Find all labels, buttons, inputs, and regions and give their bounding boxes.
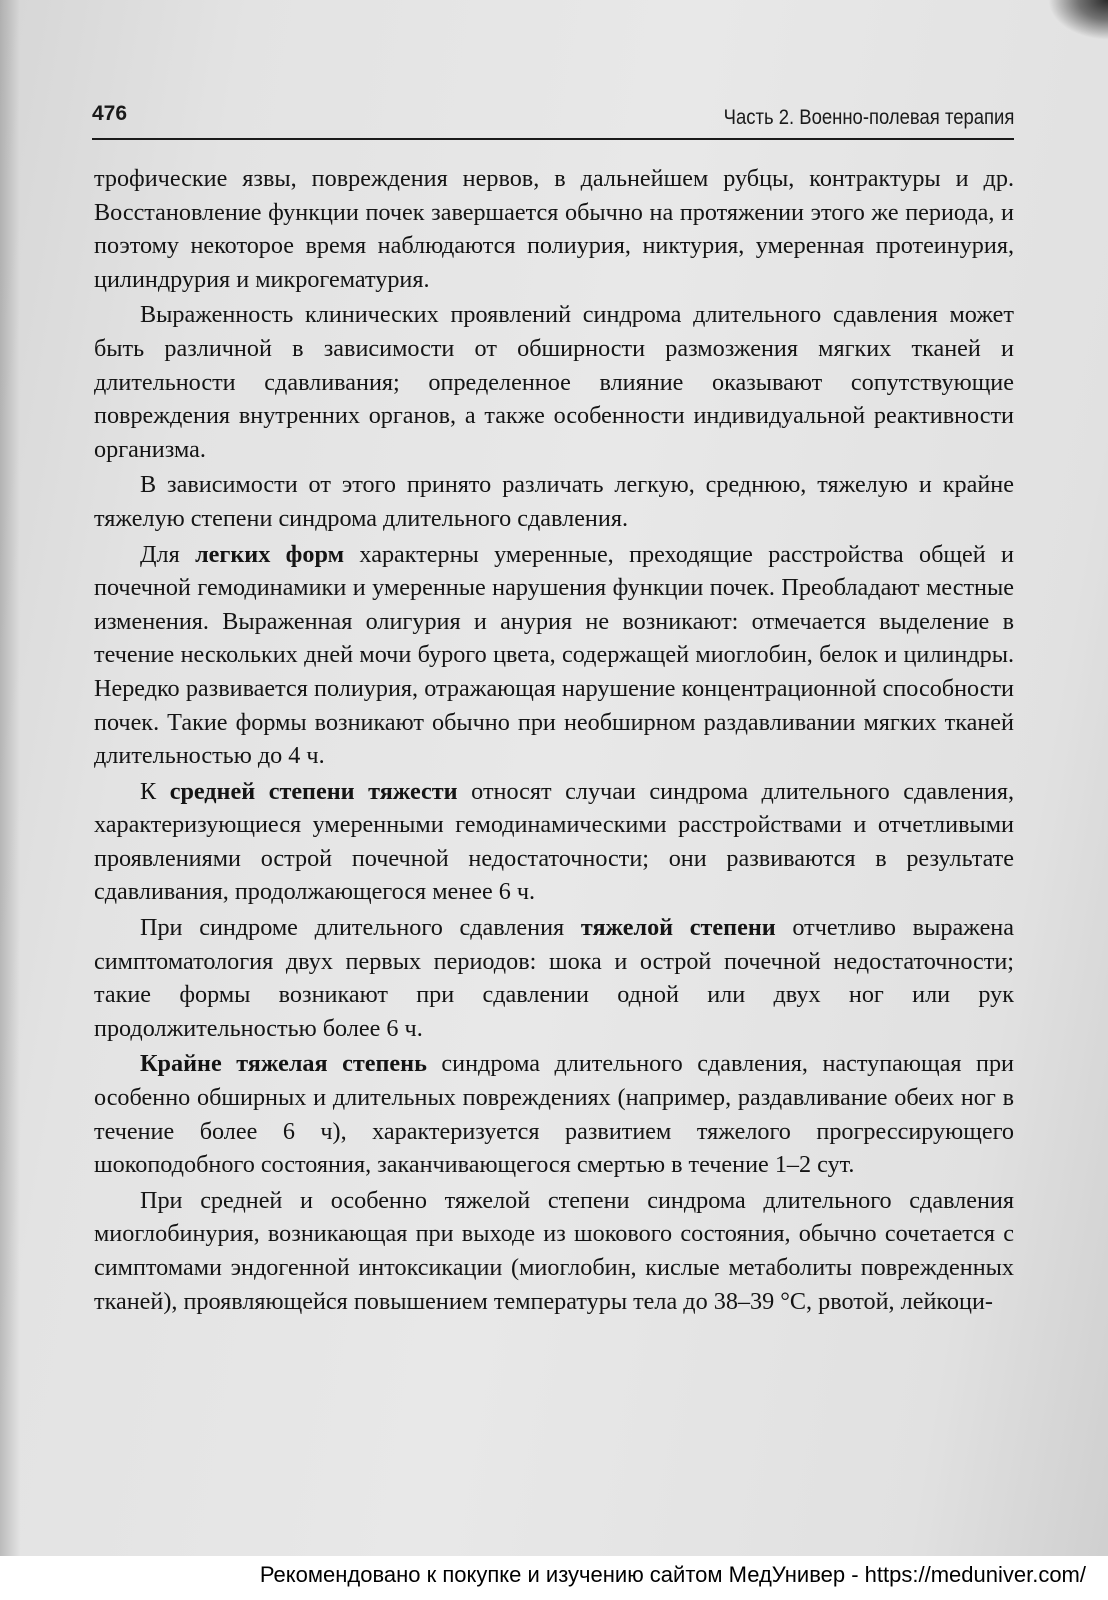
footer-link[interactable]: Рекомендовано к покупке и изучению сайтом МедУнивер - https://meduniver.com/ [259, 1562, 1086, 1587]
bold-term: тяжелой степени [580, 914, 776, 942]
paragraph: Выраженность клинических проявлений синдрома длительного сдавления может быть различной в зависимости от обширности размозжения мягких тканей и длительности сдавливания; определенное влияние оказывают сопутствующие повреждения внутренних органов, а также особенности индивидуальной реактивности организма. [94, 301, 1014, 463]
page-header [92, 100, 1014, 140]
footer-banner [0, 1556, 1108, 1600]
page-corner-shadow [1048, 0, 1108, 40]
bold-term: Крайне тяжелая степень [140, 1050, 427, 1078]
paragraph: К средней степени тяжести относят случаи синдрома длительного сдавления, характеризующиеся умеренными гемодинамическими расстройствами и отчетливыми проявлениями острой почечной недостаточности; они развиваются в результате сдавливания, продолжающегося менее 6 ч. [94, 777, 1014, 906]
bold-term: легких форм [195, 540, 345, 568]
paragraph: В зависимости от этого принято различать легкую, среднюю, тяжелую и крайне тяжелую степени синдрома длительного сдавления. [94, 471, 1014, 532]
paragraph: При синдроме длительного сдавления тяжелой степени отчетливо выражена симптоматология двух первых периодов: шока и острой почечной недостаточности; такие формы возникают при сдавлении одной или двух ног или рук продолжительностью более 6 ч. [94, 914, 1014, 1042]
running-title: Часть 2. Военно-полевая терапия [723, 106, 1014, 129]
paragraph: трофические язвы, повреждения нервов, в дальнейшем рубцы, контрактуры и др. Восстановление функции почек завершается обычно на протяжении этого же периода, и поэтому некоторое время наблюдаются полиурия, никтурия, умеренная протеинурия, цилиндрурия и микрогематурия. [94, 165, 1014, 293]
paragraph: При средней и особенно тяжелой степени синдрома длительного сдавления миоглобинурия, возникающая при выходе из шокового состояния, обычно сочетается с симптомами эндогенной интоксикации (миоглобин, кислые метаболиты поврежденных тканей), проявляющейся повышением температуры тела до 38–39 °С, рвотой, лейкоци- [94, 1186, 1014, 1315]
paragraph: Для легких форм характерны умеренные, преходящие расстройства общей и почечной гемодинамики и умеренные нарушения функции почек. Преобладают местные изменения. Выраженная олигурия и анурия не возникают: отмечается выделение в течение нескольких дней мочи бурого цвета, содержащей миоглобин, белок и цилиндры. Нередко развивается полиурия, отражающая нарушение концентрационной способности почек. Такие формы возникают обычно при необширном раздавливании мягких тканей длительностью до 4 ч. [94, 540, 1014, 770]
bold-term: средней степени тяжести [169, 777, 458, 805]
page-number: 476 [92, 102, 128, 125]
paragraph: Крайне тяжелая степень синдрома длительного сдавления, наступающая при особенно обширных и длительных повреждениях (например, раздавливание обеих ног в течение более 6 ч), характеризуется развитием тяжелого прогрессирующего шокоподобного состояния, заканчивающегося смертью в течение 1–2 сут. [94, 1050, 1014, 1179]
body-text [94, 162, 1014, 1320]
